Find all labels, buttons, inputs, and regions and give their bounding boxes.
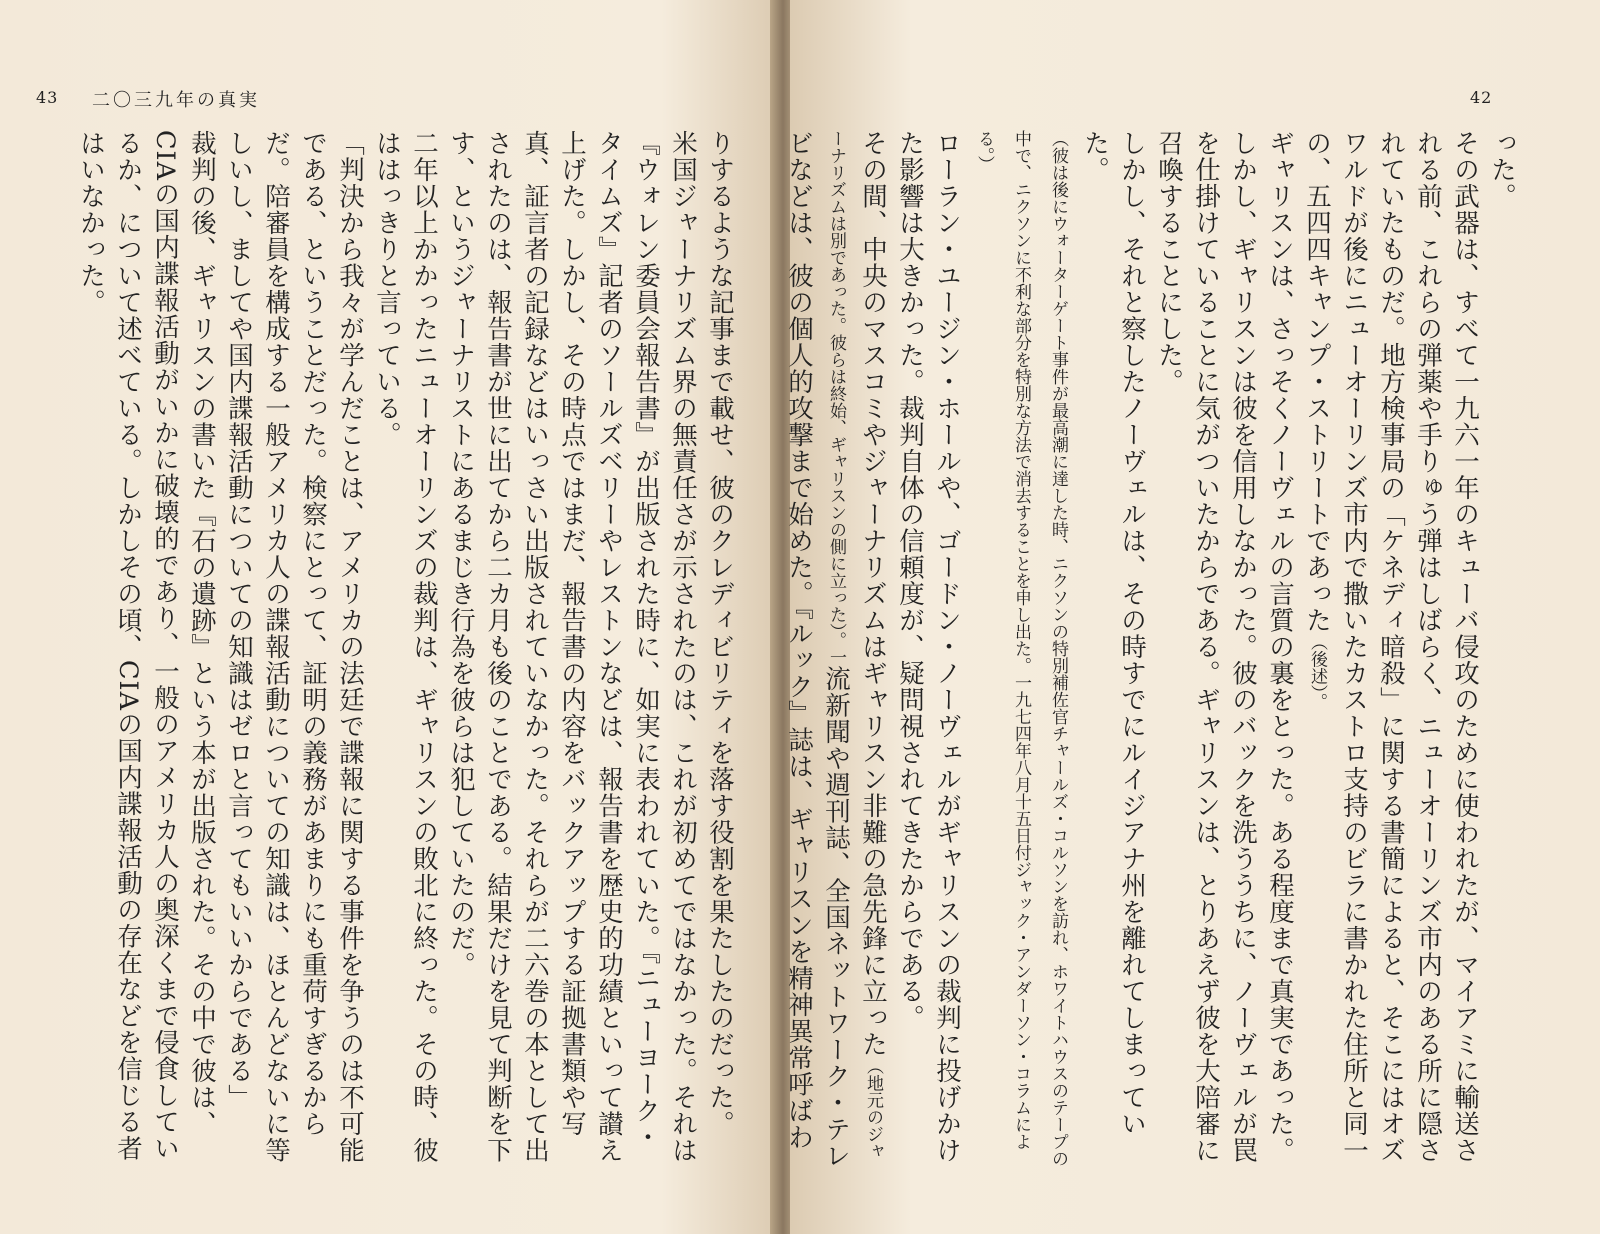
paragraph: 「判決から我々が学んだことは、アメリカの法廷で諜報に関する事件を争うのは不可能である、ということだった。検察にとって、証明の義務があまりにも重荷すぎるからだ。陪審員を構成する一般アメリカ人の諜報活動についての知識は、ほとんどないに等しいし、ましてや国内諜報活動についての知識はゼロと言ってもいいからである」 (224, 130, 365, 1164)
inline-note: （後述）。 (1307, 633, 1327, 710)
running-head: 二〇三九年の真実 (92, 90, 260, 111)
paragraph-text: その武器は、すべて一九六一年のキューバ侵攻のために使われたが、マイアミに輸送される前、これらの弾薬や手りゅう弾はしばらく、ニューオーリンズ市内のある所に隠されていたものだ。地方検事局の「ケネディ暗殺」に関する書簡によると、そこにはオズワルドが後にニューオーリンズ市内で撒いたカストロ支持のビラに書かれた住所と同一の、五四四キャンプ・ストリートであった (1302, 130, 1480, 1164)
paragraph (780, 130, 891, 1170)
left-page-text (62, 130, 738, 1170)
page-number-right: 42 (1470, 88, 1493, 107)
paragraph: った。 (1487, 130, 1517, 210)
paragraph: りするような記事まで載せ、彼のクレディビリティを落す役割を果たしたのだった。 (705, 130, 735, 1137)
paragraph: 二年以上かかったニューオーリンズの裁判は、ギャリスンの敗北に終った。その時、彼ははっきりと言っている。 (372, 130, 439, 1164)
footnote-watergate: （彼は後にウォーターゲート事件が最高潮に達した時、ニクソンの特別補佐官チャールズ・コルソンを訪れ、ホワイトハウスのテープの中で、ニクソンに不利な部分を特別な方法で消去することを申し出た。一九七四年八月十五日付ジャック・アンダーソン・コラムによる。） (974, 130, 1068, 1167)
paragraph: しかし、それと察したノーヴェルは、その時すでにルイジアナ州を離れてしまっていた。 (1080, 130, 1147, 1137)
left-page (0, 0, 778, 1234)
inline-note: （地元のジャーナリズムは別であった。彼らは終始、ギャリスンの側に立った）。一 (826, 130, 883, 1160)
paragraph: ローラン・ユージン・ホールや、ゴードン・ノーヴェルがギャリスンの裁判に投げかけた影響は大きかった。裁判自体の信頼度が、疑問視されてきたからである。 (895, 130, 962, 1164)
paragraph-text: 流新聞や週刊誌、全国ネットワーク・テレビなどは、彼の個人的攻撃まで始めた。『ルック』誌は、ギャリスンを精神異常呼ばわ (784, 130, 851, 1169)
paragraph: 米国ジャーナリズム界の無責任さが示されたのは、これが初めてではなかった。それは『ウォレン委員会報告書』が出版された時に、如実に表われていた。『ニューヨーク・タイムズ』記者のソールズベリーやレストンなどは、報告書を歴史的功績といって讃え上げた。しかし、その時点ではまだ、報告書の内容をバックアップする証拠書類や写真、証言者の記録などはいっさい出版されていなかった。それらが二六巻の本として出されたのは、報告書が世に出てから二カ月も後のことである。結果だけを見て判断を下す、というジャーナリストにあるまじき行為を彼らは犯していたのだ。 (446, 130, 698, 1164)
paragraph: ギャリスンは、さっそくノーヴェルの言質の裏をとった。ある程度まで真実であった。しかし、ギャリスンは彼を信用しなかった。彼のバックを洗ううちに、ノーヴェルが罠を仕掛けていることに気がついたからである。ギャリスンは、とりあえず彼を大陪審に召喚することにした。 (1154, 130, 1295, 1164)
paragraph (1298, 130, 1483, 1170)
right-page (784, 0, 1600, 1234)
right-page-text (784, 130, 1520, 1170)
paragraph-text: その間、中央のマスコミやジャーナリズムはギャリスン非難の急先鋒に立った (858, 130, 888, 1058)
page-number-left: 43 (36, 88, 59, 107)
paragraph: 裁判の後、ギャリスンの書いた『石の遺跡』という本が出版された。その中で彼は、CIAの国内諜報活動がいかに破壊的であり、一般のアメリカ人の奥深くまで侵食しているか、について述べている。しかしその頃、CIAの国内諜報活動の存在などを信じる者はいなかった。 (76, 130, 217, 1162)
